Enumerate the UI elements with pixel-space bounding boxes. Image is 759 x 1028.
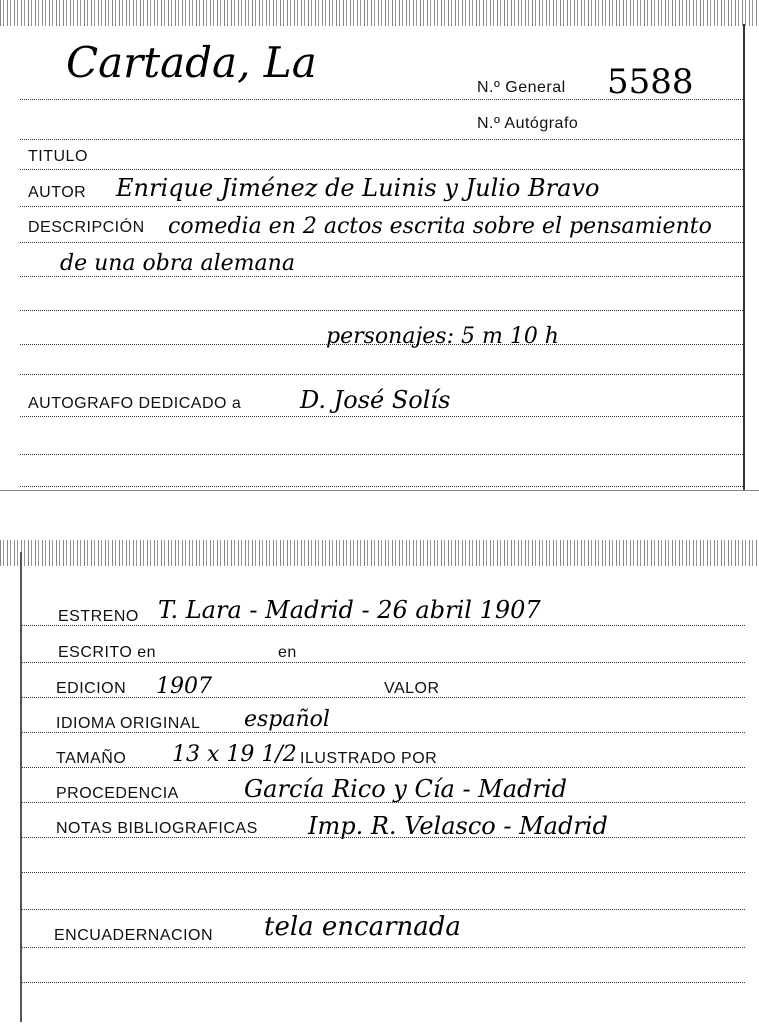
escrito-en-label: en <box>278 644 297 661</box>
valor-label: VALOR <box>384 680 440 697</box>
escrito-label: ESCRITO en <box>58 644 157 661</box>
descripcion-value-line1: comedia en 2 actos escrita sobre el pensamiento <box>168 214 712 239</box>
idioma-value: español <box>244 707 330 732</box>
procedencia-value: García Rico y Cía - Madrid <box>244 775 567 803</box>
general-number-value: 5588 <box>607 62 694 102</box>
autor-label: AUTOR <box>28 184 87 201</box>
autografo-number-label: N.º Autógrafo <box>477 115 579 132</box>
notas-value: Imp. R. Velasco - Madrid <box>308 812 608 840</box>
card-separator <box>0 490 759 491</box>
card-heading: Cartada, La <box>66 38 317 87</box>
tamano-label: TAMAÑO <box>56 750 127 767</box>
titulo-label: TITULO <box>28 148 88 165</box>
dedicado-label: AUTOGRAFO DEDICADO a <box>28 395 242 412</box>
encuadernacion-value: tela encarnada <box>264 912 461 942</box>
descripcion-label: DESCRIPCIÓN <box>28 219 145 236</box>
scan-noise-top <box>0 0 759 26</box>
catalog-card-top <box>20 24 745 490</box>
ilustrado-label: ILUSTRADO POR <box>300 750 438 767</box>
notas-label: NOTAS BIBLIOGRAFICAS <box>56 820 258 837</box>
edicion-label: EDICION <box>56 680 127 697</box>
catalog-card-bottom <box>20 552 745 1022</box>
general-number-label: N.º General <box>477 79 566 96</box>
edicion-value: 1907 <box>156 674 212 699</box>
descripcion-value-line2: de una obra alemana <box>60 251 295 276</box>
personajes-value: personajes: 5 m 10 h <box>326 324 559 349</box>
estreno-value: T. Lara - Madrid - 26 abril 1907 <box>158 596 541 624</box>
autor-value: Enrique Jiménez de Luinis y Julio Bravo <box>116 174 600 202</box>
procedencia-label: PROCEDENCIA <box>56 785 179 802</box>
idioma-label: IDIOMA ORIGINAL <box>56 715 201 732</box>
dedicado-value: D. José Solís <box>300 386 451 414</box>
estreno-label: ESTRENO <box>58 608 139 625</box>
encuadernacion-label: ENCUADERNACION <box>54 927 214 944</box>
tamano-value: 13 x 19 1/2 <box>172 742 297 767</box>
